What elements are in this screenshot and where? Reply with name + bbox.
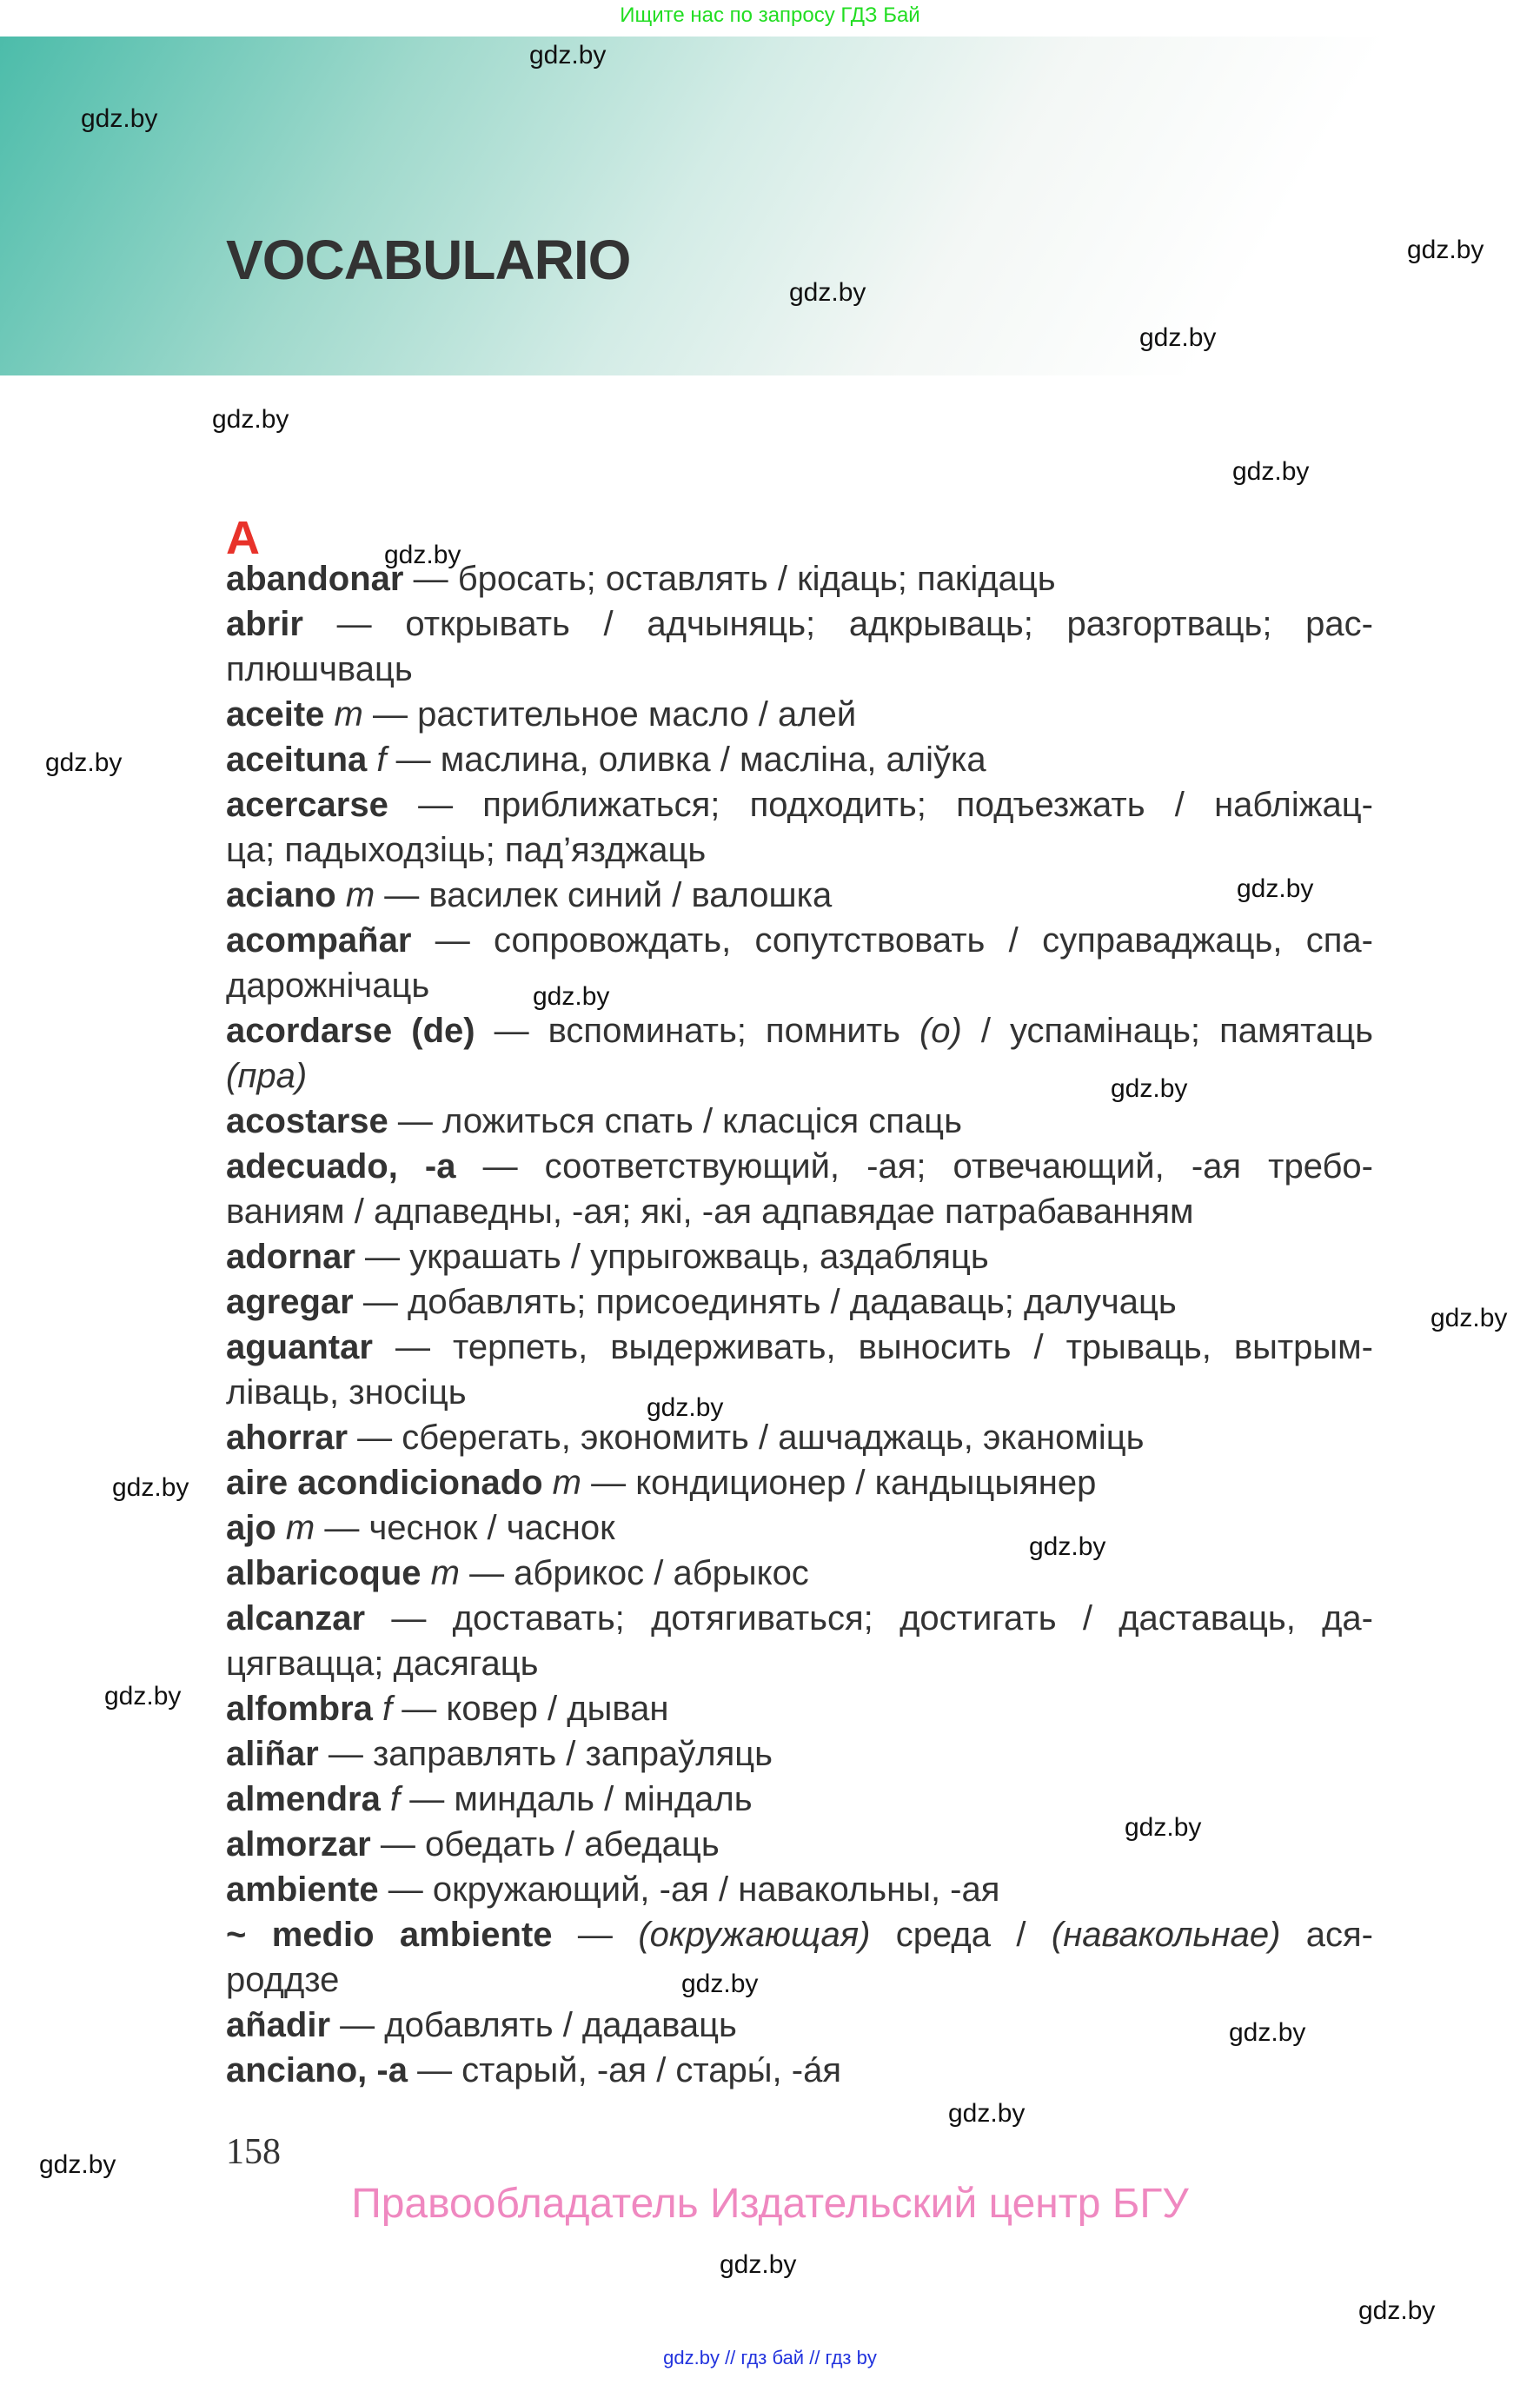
entry-line (226, 1279, 1373, 1325)
vocabulary-entry (226, 1596, 1373, 1686)
translation: — доставать; дотягиваться; достигать / даставаць, да- (365, 1599, 1373, 1638)
grammar-note: m (552, 1464, 581, 1502)
vocabulary-entry (226, 2003, 1373, 2048)
entry-line (226, 963, 1373, 1008)
vocabulary-entry (226, 1325, 1373, 1415)
entry-line (226, 873, 1373, 918)
headword: anciano, -a (226, 2051, 408, 2089)
entry-line (226, 2003, 1373, 2048)
translation: — добавлять; присоединять / дадаваць; далучаць (353, 1283, 1177, 1321)
entry-line (226, 1189, 1373, 1234)
header-banner (0, 37, 1540, 375)
watermark: gdz.by (81, 104, 158, 133)
entry-line (226, 1460, 1373, 1505)
translation: среда / (870, 1916, 1052, 1954)
headword: aceite (226, 695, 335, 734)
vocabulary-entry (226, 1686, 1373, 1731)
watermark: gdz.by (1029, 1532, 1106, 1561)
translation: плюшчваць (226, 650, 413, 688)
headword: adornar (226, 1238, 355, 1276)
headword: acompañar (226, 921, 412, 960)
entry-line (226, 1505, 1373, 1551)
entry-line (226, 1370, 1373, 1415)
entry-line (226, 601, 1373, 647)
watermark: gdz.by (529, 41, 607, 70)
translation: — абрикос / абрыкос (459, 1554, 809, 1592)
vocabulary-entry (226, 1279, 1373, 1325)
translation: — ковер / дыван (392, 1690, 669, 1728)
entry-line (226, 737, 1373, 782)
grammar-note: m (285, 1509, 315, 1547)
headword: ahorrar (226, 1418, 348, 1457)
headword: aceituna (226, 741, 377, 779)
watermark: gdz.by (1111, 1074, 1188, 1103)
entry-line (226, 1099, 1373, 1144)
vocabulary-entry (226, 782, 1373, 873)
entry-line (226, 918, 1373, 963)
headword: albaricoque (226, 1554, 431, 1592)
translation: — добавлять / дадаваць (330, 2006, 737, 2044)
headword: añadir (226, 2006, 331, 2044)
translation: — кондиционер / кандыцыянер (581, 1464, 1097, 1502)
watermark: gdz.by (45, 748, 123, 777)
grammar-note: (навакольнае) (1051, 1916, 1281, 1954)
translation: дарожнічаць (226, 967, 430, 1005)
headword: aliñar (226, 1735, 319, 1773)
translation: — сопровождать, сопутствовать / суправаджаць, спа- (411, 921, 1373, 960)
vocabulary-entry (226, 1867, 1373, 1912)
vocabulary-entry (226, 1912, 1373, 2003)
entry-line (226, 1731, 1373, 1777)
watermark: gdz.by (1139, 323, 1217, 352)
headword: aguantar (226, 1328, 373, 1366)
headword: almorzar (226, 1825, 371, 1863)
translation: — чеснок / часнок (315, 1509, 615, 1547)
vocabulary-entry (226, 873, 1373, 918)
entry-line (226, 1008, 1373, 1053)
vocabulary-entry (226, 1731, 1373, 1777)
translation: цягвацца; дасягаць (226, 1644, 539, 1683)
headword: ajo (226, 1509, 286, 1547)
vocabulary-entry (226, 1234, 1373, 1279)
translation: ваниям / адпаведны, -ая; які, -ая адпавядае патрабаванням (226, 1192, 1194, 1231)
watermark: gdz.by (39, 2150, 116, 2179)
headword: acostarse (226, 1102, 388, 1140)
entry-line (226, 1144, 1373, 1189)
entry-line (226, 1325, 1373, 1370)
headword: ambiente (226, 1870, 379, 1909)
translation: — приближаться; подходить; подъезжать / набліжац- (388, 786, 1373, 824)
watermark: gdz.by (1358, 2296, 1436, 2325)
translation: ліваць, зносіць (226, 1373, 467, 1412)
translation: роддзе (226, 1961, 340, 1999)
section-letter: A (226, 512, 260, 564)
entry-line (226, 1957, 1373, 2003)
page-number: 158 (226, 2132, 281, 2172)
vocabulary-entry (226, 692, 1373, 737)
entry-line (226, 1053, 1373, 1099)
watermark: gdz.by (384, 541, 461, 569)
translation: — маслина, оливка / масліна, аліўка (386, 741, 986, 779)
watermark: gdz.by (681, 1970, 759, 1998)
vocabulary-entry (226, 918, 1373, 1008)
watermark: gdz.by (1430, 1304, 1508, 1332)
grammar-note: f (376, 741, 387, 779)
vocabulary-entry (226, 1144, 1373, 1234)
watermark: gdz.by (112, 1473, 189, 1502)
translation: — миндаль / міндаль (400, 1780, 753, 1818)
translation: — обедать / абедаць (370, 1825, 720, 1863)
grammar-note: (пра) (226, 1057, 308, 1095)
vocabulary-entry (226, 737, 1373, 782)
watermark: gdz.by (1237, 874, 1314, 903)
watermark: gdz.by (212, 405, 289, 434)
headword: acordarse (de) (226, 1012, 475, 1050)
grammar-note: (окружающая) (638, 1916, 871, 1954)
watermark: gdz.by (1232, 457, 1310, 486)
headword: ~ medio ambiente (226, 1916, 553, 1954)
vocabulary-entry (226, 2048, 1373, 2093)
translation: — василек синий / валошка (375, 876, 833, 914)
translation: — старый, -ая / стары́, -а́я (407, 2051, 841, 2089)
vocabulary-entry (226, 1551, 1373, 1596)
entry-line (226, 1596, 1373, 1641)
watermark: gdz.by (1125, 1813, 1202, 1842)
watermark: gdz.by (647, 1393, 724, 1422)
entry-line (226, 1641, 1373, 1686)
translation: — открывать / адчыняць; адкрываць; разгортваць; рас- (302, 605, 1373, 643)
translation: / успамінаць; памятаць (961, 1012, 1373, 1050)
top-search-note: Ищите нас по запросу ГДЗ Бай (620, 3, 920, 27)
grammar-note: m (345, 876, 375, 914)
translation: — бросать; оставлять / кідаць; пакідаць (403, 560, 1056, 598)
translation: — вспоминать; помнить (475, 1012, 919, 1050)
entry-line (226, 2048, 1373, 2093)
entry-line (226, 1912, 1373, 1957)
entry-line (226, 1686, 1373, 1731)
translation: — растительное масло / алей (362, 695, 857, 734)
vocabulary-entry (226, 1505, 1373, 1551)
translation: ца; падыходзіць; пад’язджаць (226, 831, 707, 869)
watermark: gdz.by (533, 982, 610, 1011)
headword: acercarse (226, 786, 388, 824)
headword: agregar (226, 1283, 354, 1321)
vocabulary-entry (226, 1415, 1373, 1460)
headword: aciano (226, 876, 346, 914)
translation: — ложиться спать / класціся спаць (388, 1102, 962, 1140)
entry-line (226, 1867, 1373, 1912)
headword: alfombra (226, 1690, 383, 1728)
watermark: gdz.by (1407, 236, 1484, 264)
translation: — (552, 1916, 639, 1954)
translation: — окружающий, -ая / навакольны, -ая (378, 1870, 1000, 1909)
vocabulary-entry (226, 1008, 1373, 1099)
translation: — украшать / упрыгожваць, аздабляць (355, 1238, 989, 1276)
grammar-note: m (430, 1554, 460, 1592)
watermark: gdz.by (789, 278, 866, 307)
entry-line (226, 1551, 1373, 1596)
vocabulary-entry (226, 1099, 1373, 1144)
grammar-note: f (382, 1690, 393, 1728)
grammar-note: f (389, 1780, 401, 1818)
watermark: gdz.by (104, 1682, 182, 1711)
entry-line (226, 1415, 1373, 1460)
watermark: gdz.by (948, 2099, 1026, 2128)
headword: abrir (226, 605, 303, 643)
rights-holder-footer: Правообладатель Издательский центр БГУ (351, 2181, 1189, 2227)
entry-line (226, 647, 1373, 692)
entry-line (226, 1234, 1373, 1279)
translation: — терпеть, выдерживать, выносить / трываць, вытрым- (372, 1328, 1373, 1366)
translation: — сберегать, экономить / ашчаджаць, эканоміць (348, 1418, 1145, 1457)
watermark: gdz.by (720, 2250, 797, 2279)
vocabulary-list (226, 556, 1373, 2093)
headword: abandonar (226, 560, 404, 598)
bottom-links[interactable]: gdz.by // гдз бай // гдз by (663, 2347, 877, 2368)
entry-line (226, 782, 1373, 827)
headword: adecuado, -a (226, 1147, 456, 1186)
grammar-note: (о) (919, 1012, 962, 1050)
entry-line (226, 827, 1373, 873)
headword: alcanzar (226, 1599, 366, 1638)
vocabulary-entry (226, 601, 1373, 692)
translation: — соответствующий, -ая; отвечающий, -ая требо- (455, 1147, 1374, 1186)
watermark: gdz.by (1229, 2018, 1306, 2047)
headword: aire acondicionado (226, 1464, 553, 1502)
grammar-note: m (334, 695, 363, 734)
translation: ася- (1280, 1916, 1374, 1954)
entry-line (226, 692, 1373, 737)
headword: almendra (226, 1780, 390, 1818)
vocabulary-entry (226, 1460, 1373, 1505)
page-title: VOCABULARIO (226, 229, 631, 291)
translation: — заправлять / запраўляць (318, 1735, 773, 1773)
